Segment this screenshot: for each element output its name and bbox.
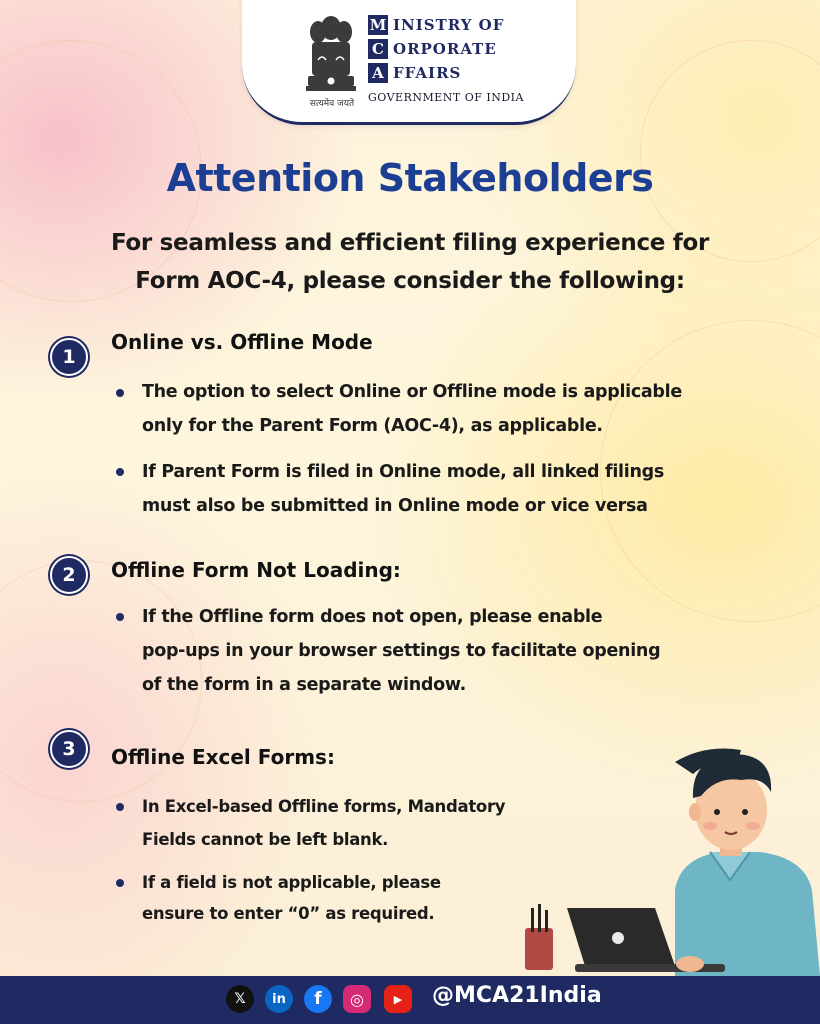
bullet-dot bbox=[116, 879, 124, 887]
bullet-text bbox=[142, 375, 682, 443]
facebook-icon[interactable]: f bbox=[304, 985, 332, 1013]
emblem-motto: सत्यमेव जयते bbox=[309, 99, 355, 109]
page-subtitle bbox=[40, 224, 780, 300]
person-at-laptop-illustration bbox=[505, 740, 820, 976]
subtitle-line: For seamless and efficient filing experience for bbox=[110, 230, 710, 256]
section-title: Offline Form Not Loading: bbox=[111, 558, 401, 582]
bullet-dot bbox=[116, 468, 124, 476]
x-icon[interactable]: 𝕏 bbox=[226, 985, 254, 1013]
bullet-dot bbox=[116, 613, 124, 621]
mca-row bbox=[368, 13, 504, 37]
linkedin-icon[interactable]: in bbox=[265, 985, 293, 1013]
section-number-badge: 3 bbox=[50, 730, 88, 768]
bullet-line: If the Offline form does not open, please enable bbox=[142, 607, 603, 627]
section-title: Online vs. Offline Mode bbox=[111, 330, 373, 354]
instagram-icon[interactable]: ◎ bbox=[343, 985, 371, 1013]
youtube-icon[interactable]: ▶ bbox=[384, 985, 412, 1013]
mca-letter: A bbox=[368, 63, 388, 83]
bullet-line: The option to select Online or Offline mode is applicable bbox=[142, 382, 682, 402]
bullet-line: only for the Parent Form (AOC-4), as applicable. bbox=[142, 416, 603, 436]
section-title: Offline Excel Forms: bbox=[111, 745, 335, 769]
subtitle-line: Form AOC-4, please consider the following: bbox=[135, 268, 685, 294]
national-emblem-icon bbox=[300, 8, 362, 108]
bullet-line: of the form in a separate window. bbox=[142, 675, 466, 695]
bullet-line: If a field is not applicable, please bbox=[142, 873, 441, 892]
bullet-dot bbox=[116, 389, 124, 397]
mca-row bbox=[368, 37, 504, 61]
bullet-line: pop-ups in your browser settings to facilitate opening bbox=[142, 641, 661, 661]
page-title: Attention Stakeholders bbox=[166, 156, 654, 200]
mca-letter: C bbox=[368, 39, 388, 59]
mca-word: ORPORATE bbox=[393, 40, 497, 58]
bullet-text bbox=[142, 790, 505, 856]
mca-word: FFAIRS bbox=[393, 64, 462, 82]
bullet-line: must also be submitted in Online mode or vice versa bbox=[142, 496, 648, 516]
social-handle[interactable]: @MCA21India bbox=[432, 983, 602, 1008]
bullet-line: ensure to enter “0” as required. bbox=[142, 904, 435, 923]
bullet-dot bbox=[116, 803, 124, 811]
mca-logo bbox=[368, 13, 504, 85]
bullet-text bbox=[142, 600, 660, 702]
mca-word: INISTRY OF bbox=[393, 16, 505, 34]
mca-row bbox=[368, 61, 504, 85]
bullet-line: Fields cannot be left blank. bbox=[142, 830, 389, 849]
bullet-text bbox=[142, 455, 664, 523]
bullet-line: In Excel-based Offline forms, Mandatory bbox=[142, 797, 506, 816]
bullet-line: If Parent Form is filed in Online mode, all linked filings bbox=[142, 462, 664, 482]
section-number-badge: 1 bbox=[50, 338, 88, 376]
bullet-text bbox=[142, 867, 441, 929]
mca-letter: M bbox=[369, 16, 387, 34]
government-of-india-label: GOVERNMENT OF INDIA bbox=[368, 91, 524, 104]
section-number-badge: 2 bbox=[50, 556, 88, 594]
